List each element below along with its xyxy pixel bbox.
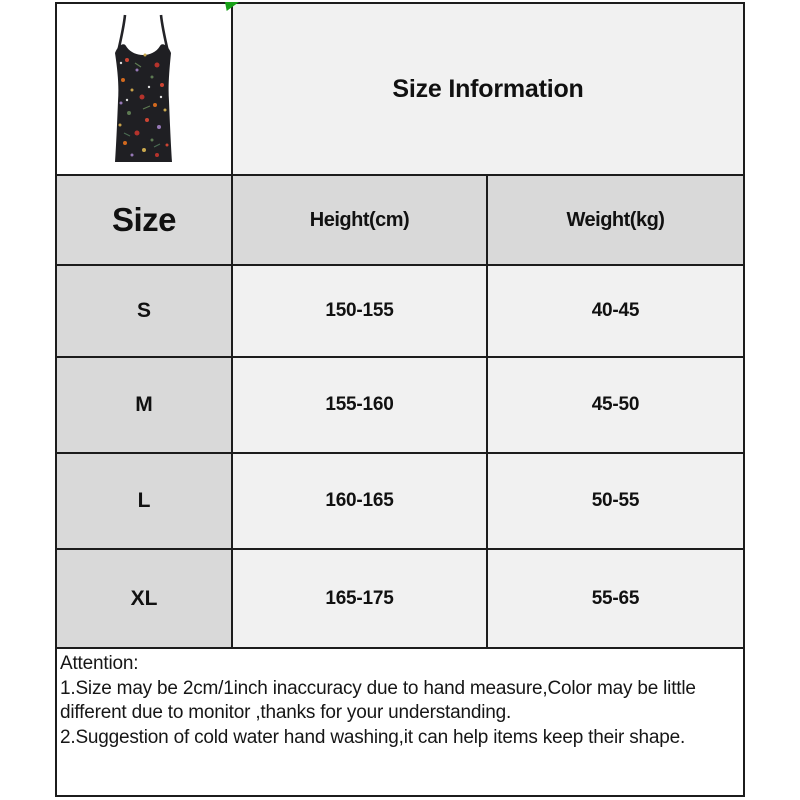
- column-header-height: Height(cm): [233, 176, 486, 264]
- size-table: [55, 2, 745, 797]
- attention-heading: Attention:: [60, 653, 139, 674]
- row-s-size-label: S: [57, 266, 231, 356]
- page-title: [233, 4, 743, 174]
- attention-line-1: 1.Size may be 2cm/1inch inaccuracy due to hand measure,Color may be little: [60, 677, 696, 699]
- column-header-size: Size: [57, 176, 231, 264]
- row-l-size-label: L: [57, 454, 231, 548]
- attention-line-3: 2.Suggestion of cold water hand washing,it can help items keep their shape.: [60, 726, 686, 748]
- row-l-height-value: 160-165: [233, 454, 486, 548]
- attention-line-2: different due to monitor ,thanks for your understanding.: [60, 702, 512, 723]
- page-title-text: Size Information: [392, 74, 584, 103]
- row-m-height-value: 155-160: [233, 358, 486, 452]
- row-m-weight-value: 45-50: [488, 358, 743, 452]
- row-xl-size-label: XL: [57, 550, 231, 647]
- product-image-cell: [57, 4, 231, 174]
- row-s-weight-value: 40-45: [488, 266, 743, 356]
- row-l-weight-value: 50-55: [488, 454, 743, 548]
- row-s-height-value: 150-155: [233, 266, 486, 356]
- column-header-weight: Weight(kg): [488, 176, 743, 264]
- row-xl-height-value: 165-175: [233, 550, 486, 647]
- product-image: [57, 5, 231, 173]
- row-xl-weight-value: 55-65: [488, 550, 743, 647]
- row-m-size-label: M: [57, 358, 231, 452]
- attention-note: [57, 649, 743, 795]
